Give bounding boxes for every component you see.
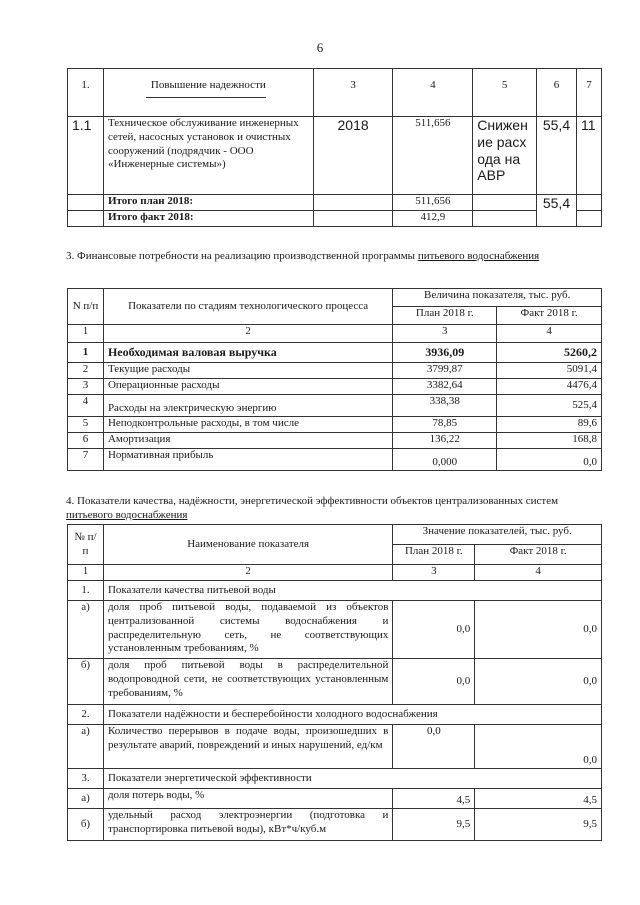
row-fact: 0,0	[475, 659, 602, 705]
row-fact: 0,0	[475, 725, 602, 769]
table-row	[68, 395, 602, 417]
row-name: Амортизация	[103, 433, 392, 449]
header-value: Величина показателя, тыс. руб.	[393, 289, 602, 307]
row-name: Неподконтрольные расходы, в том числе	[103, 417, 392, 433]
row-number: 4	[68, 395, 104, 417]
group-number: 2.	[68, 705, 104, 725]
row-plan: 3936,09	[393, 343, 497, 363]
row-fact: 168,8	[497, 433, 602, 449]
fact-total-amount: 412,9	[393, 211, 473, 227]
colnum-cell: 3	[393, 565, 475, 581]
table-header-row	[68, 289, 602, 307]
table-row	[68, 601, 602, 659]
row-year: 2018	[313, 117, 393, 195]
reliability-table	[67, 68, 602, 227]
row-plan: 338,38	[393, 395, 497, 417]
table-row	[68, 433, 602, 449]
header-title-text: Повышение надежности	[150, 79, 266, 91]
table-row	[68, 117, 602, 195]
table-row	[68, 725, 602, 769]
colnum-cell: 1	[68, 565, 104, 581]
row-number: 5	[68, 417, 104, 433]
header-value: Значение показателей, тыс. руб.	[393, 525, 602, 545]
row-fact: 0,0	[497, 449, 602, 471]
table-row	[68, 659, 602, 705]
header-fact: Факт 2018 г.	[475, 545, 602, 565]
header-plan: План 2018 г.	[393, 307, 497, 325]
colnum-cell: 1	[68, 325, 104, 343]
group-row	[68, 705, 602, 725]
plan-total-amount: 511,656	[393, 195, 473, 211]
row-number: б)	[68, 659, 104, 705]
row-plan: 9,5	[393, 809, 475, 841]
row-amount: 511,656	[393, 117, 473, 195]
row-effect: Снижение расхода на АВР	[473, 117, 537, 195]
row-number: а)	[68, 789, 104, 809]
section3-title-underlined: питьевого водоснабжения	[417, 250, 540, 262]
row-val7: 11	[576, 117, 601, 195]
header-cell-title	[103, 69, 313, 117]
table-header-row	[68, 69, 602, 117]
row-fact: 89,6	[497, 417, 602, 433]
empty-cell	[313, 195, 393, 211]
colnum-cell: 2	[103, 565, 392, 581]
fact-total-label: Итого факт 2018:	[103, 211, 313, 227]
group-title: Показатели энергетической эффективности	[103, 769, 601, 789]
row-number: 3	[68, 379, 104, 395]
fact-total-row	[68, 211, 602, 227]
header-plan: План 2018 г.	[393, 545, 475, 565]
column-number-row	[68, 565, 602, 581]
colnum-cell: 2	[103, 325, 392, 343]
empty-cell	[473, 211, 537, 227]
row-number: 2	[68, 363, 104, 379]
header-cell: 3	[313, 69, 393, 117]
section3-title-text: 3. Финансовые потребности на реализацию производственной программы	[66, 250, 418, 262]
table-row	[68, 809, 602, 841]
group-row	[68, 769, 602, 789]
row-fact: 525,4	[497, 395, 602, 417]
header-cell: 6	[537, 69, 577, 117]
row-number: а)	[68, 725, 104, 769]
row-plan: 0,0	[393, 725, 475, 769]
row-name: доля проб питьевой воды в распределительной водопроводной сети, не соответствующих установленным требованиям, %	[103, 659, 392, 705]
row-fact: 4,5	[475, 789, 602, 809]
header-cell: 4	[393, 69, 473, 117]
header-num: № п/п	[68, 525, 104, 565]
empty-cell	[313, 211, 393, 227]
row-plan: 0,0	[393, 659, 475, 705]
empty-cell	[576, 211, 601, 227]
header-cell: 5	[473, 69, 537, 117]
row-name: Текущие расходы	[103, 363, 392, 379]
divider	[146, 97, 266, 99]
row-plan: 136,22	[393, 433, 497, 449]
row-plan: 4,5	[393, 789, 475, 809]
table-row	[68, 417, 602, 433]
table-header-row	[68, 525, 602, 545]
row-fact: 0,0	[475, 601, 602, 659]
row-fact: 9,5	[475, 809, 602, 841]
row-name: Нормативная прибыль	[103, 449, 392, 471]
row-number: б)	[68, 809, 104, 841]
colnum-cell: 4	[475, 565, 602, 581]
header-num: N п/п	[68, 289, 104, 325]
header-indicator: Показатели по стадиям технологического процесса	[103, 289, 392, 325]
row-plan: 3799,87	[393, 363, 497, 379]
row-plan: 0,0	[393, 601, 475, 659]
row-val6: 55,4	[537, 117, 577, 195]
group-number: 3.	[68, 769, 104, 789]
row-plan: 78,85	[393, 417, 497, 433]
column-number-row	[68, 325, 602, 343]
row-number: 6	[68, 433, 104, 449]
plan-total-val6: 55,4	[537, 195, 577, 227]
financial-table	[67, 288, 602, 471]
row-fact: 5260,2	[497, 343, 602, 363]
row-name: доля проб питьевой воды, подаваемой из объектов централизованной системы водоснабжения и распределительную сеть, не соответствующих установленным требованиям, %	[103, 601, 392, 659]
empty-cell	[576, 195, 601, 211]
row-name: доля потерь воды, %	[103, 789, 392, 809]
header-name: Наименование показателя	[103, 525, 392, 565]
row-name: Расходы на электрическую энергию	[103, 395, 392, 417]
group-title: Показатели надёжности и бесперебойности холодного водоснабжения	[103, 705, 601, 725]
row-fact: 5091,4	[497, 363, 602, 379]
page-number: 6	[316, 40, 324, 55]
header-cell: 1.	[68, 69, 104, 117]
table-row	[68, 449, 602, 471]
plan-total-label: Итого план 2018:	[103, 195, 313, 211]
colnum-cell: 3	[393, 325, 497, 343]
empty-cell	[473, 195, 537, 211]
group-number: 1.	[68, 581, 104, 601]
empty-cell	[68, 195, 104, 211]
table-row	[68, 789, 602, 809]
section3-title	[66, 249, 606, 263]
empty-cell	[68, 211, 104, 227]
plan-total-row	[68, 195, 602, 211]
row-name: Необходимая валовая выручка	[103, 343, 392, 363]
section4-title-line1: 4. Показатели качества, надёжности, энергетической эффективности объектов централизованных систем	[66, 495, 559, 507]
row-name: Количество перерывов в подаче воды, произошедших в результате аварий, повреждений и иных нарушений, ед/км	[103, 725, 392, 769]
table-row	[68, 379, 602, 395]
header-fact: Факт 2018 г.	[497, 307, 602, 325]
table-row	[68, 343, 602, 363]
colnum-cell: 4	[497, 325, 602, 343]
row-name: Операционные расходы	[103, 379, 392, 395]
row-name: Техническое обслуживание инженерных сетей, насосных установок и очистных сооружений (подрядчик - ООО «Инженерные системы»)	[103, 117, 313, 195]
row-plan: 3382,64	[393, 379, 497, 395]
section4-title	[66, 494, 606, 523]
group-row	[68, 581, 602, 601]
table-row	[68, 363, 602, 379]
row-number: 7	[68, 449, 104, 471]
row-number: а)	[68, 601, 104, 659]
row-number: 1	[68, 343, 104, 363]
indicators-table	[67, 524, 602, 841]
group-title: Показатели качества питьевой воды	[103, 581, 601, 601]
section4-title-line2: питьевого водоснабжения	[66, 509, 188, 522]
row-name: удельный расход электроэнергии (подготовка и транспортировка питьевой воды), кВт*ч/куб.м	[103, 809, 392, 841]
row-number: 1.1	[68, 117, 104, 195]
row-fact: 4476,4	[497, 379, 602, 395]
row-plan: 0,000	[393, 449, 497, 471]
header-cell: 7	[576, 69, 601, 117]
